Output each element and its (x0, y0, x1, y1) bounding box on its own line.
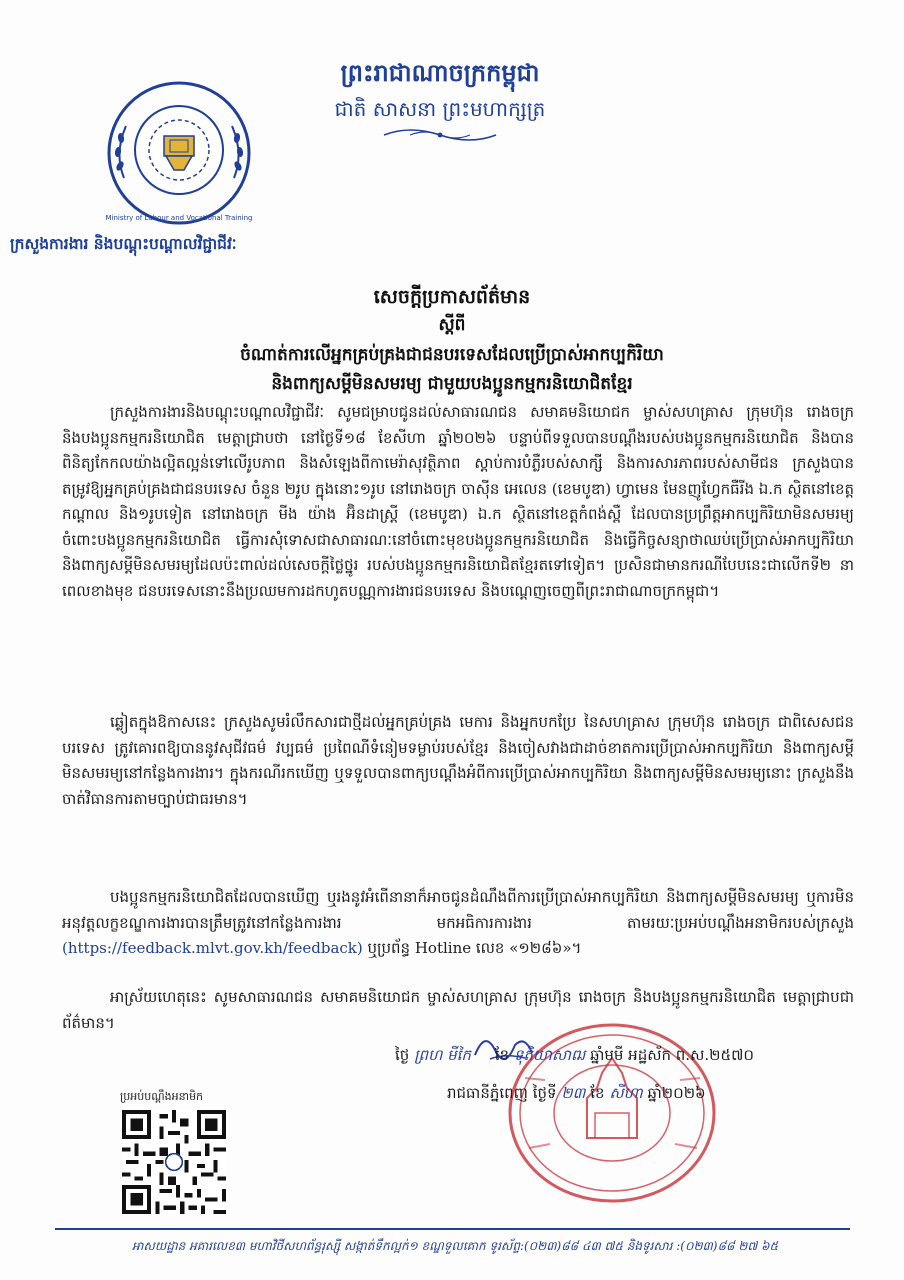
logo-caption: Ministry of Labour and Vocational Training (105, 214, 253, 222)
title-subject-line-1: ចំណាត់ការលើអ្នកគ្រប់គ្រងជាជនបរទេសដែលប្រើប្រាស់អាកប្បកិរិយា (240, 345, 664, 365)
ministry-name: ក្រសួងការងារ និងបណ្តុះបណ្តាលវិជ្ជាជីវៈ (10, 234, 237, 253)
announcement-title: សេចក្តីប្រកាសព័ត៌មាន (373, 286, 531, 308)
lunar-weekday-value: មីកៃ (447, 1046, 471, 1064)
place-date-line (447, 1084, 847, 1106)
kingdom-title: ព្រះរាជាណាចក្រកម្ពុជា (340, 58, 540, 87)
paragraph-4-text: អាស្រ័យហេតុនេះ សូមសាធារណជន សមាគមនិយោជក ម្ចាស់សហគ្រាស ក្រុមហ៊ុន រោងចក្រ និងបងប្អូនកម្មករនិយោជិត មេត្តាជ្រាបជាព័ត៌មាន។ (62, 988, 854, 1032)
title-subject-label: ស្តីពី (438, 315, 466, 335)
body-paragraph-3 (62, 885, 854, 962)
solar-day-value: ២៣ (561, 1084, 586, 1102)
body-paragraph-4 (62, 985, 854, 1036)
ministry-logo-icon (104, 78, 254, 228)
feedback-link[interactable]: (https://feedback.mlvt.gov.kh/feedback) (62, 939, 363, 957)
lunar-month-value: ទុតិយាសាឍ (513, 1046, 586, 1064)
footer-divider (55, 1228, 850, 1230)
qr-code-icon[interactable] (122, 1110, 226, 1214)
paragraph-3-part-b: ឬប្រព័ន្ធ Hotline លេខ «១២៨៦»។ (367, 939, 582, 957)
solar-month-label: ខែ (590, 1084, 605, 1102)
solar-month-value: សីហា (609, 1084, 643, 1102)
lunar-year-text: ឆ្នាំមមី អដ្ឋស័ក ព.ស.២៥៧០ (590, 1046, 755, 1064)
paragraph-2-text: ឆ្លៀតក្នុងឱកាសនេះ ក្រសួងសូមរំលឹកសារជាថ្មីដល់អ្នកគ្រប់គ្រង មេការ និងអ្នកបកប្រែ នៃសហគ្រាស ក្រុមហ៊ុន រោងចក្រ ជាពិសេសជនបរទេស ត្រូវគោរពឱ្យបាននូវសុជីវធម៌ វប្បធម៌ ប្រពៃណីទំនៀមទម្លាប់របស់ខ្មែរ និងចៀសវាងជាដាច់ខាតការប្រើប្រាស់អាកប្បកិរិយា និងពាក្យសម្តីមិនសមរម្យនៅកន្លែងការងារ។ ក្នុងករណីរកឃើញ ឬទទួលបានពាក្យបណ្តឹងអំពីការប្រើប្រាស់អាកប្បកិរិយា និងពាក្យសម្តីមិនសមរម្យនោះ ក្រសួងនឹងចាត់វិធានការតាមច្បាប់ជាធរមាន។ (62, 713, 854, 808)
title-subject-line-2: និងពាក្យសម្តីមិនសមរម្យ ជាមួយបងប្អូនកម្មករនិយោជិតខ្មែរ (271, 374, 633, 394)
paragraph-3-text (62, 885, 854, 962)
lunar-month-label: ខែ (494, 1046, 510, 1064)
qr-label: ប្រអប់បណ្តឹងអនាមិក (120, 1090, 204, 1103)
paragraph-3-part-a: បងប្អូនកម្មករនិយោជិតដែលបានឃើញ ឬរងនូវអំពើនានាក៏អាចជូនដំណឹងពីការប្រើប្រាស់អាកប្បកិរិយា និងពាក្យសម្តីមិនសមរម្យ ឬការមិនអនុវត្តលក្ខខណ្ឌការងារបានត្រឹមត្រូវនៅកន្លែងការងារ មកអធិការការងារ តាមរយៈប្រអប់បណ្តឹងអនាមិករបស់ក្រសួង (62, 888, 854, 932)
lunar-day-label: ថ្ងៃ (395, 1046, 410, 1064)
footer-address: អាសយដ្ឋាន អគារលេខ៣ មហាវិថីសហព័ន្ធរុស្ស៊ី សង្កាត់ទឹកល្អក់១ ខណ្ឌទួលគោក ទូរស័ព្ទ:(០២៣)៨៨ ៤៣ ៧៥ និងទូរសារ :(០២៣)៨៨ ២៧ ៦៥ (131, 1239, 779, 1253)
paragraph-1-text: ក្រសួងការងារនិងបណ្តុះបណ្តាលវិជ្ជាជីវៈ សូមជម្រាបជូនដល់សាធារណជន សមាគមនិយោជក ម្ចាស់សហគ្រាស ក្រុមហ៊ុន រោងចក្រ និងបងប្អូនកម្មករនិយោជិត មេត្តាជ្រាបថា នៅថ្ងៃទី១៨ ខែសីហា ឆ្នាំ២០២៦ បន្ទាប់ពីទទួលបានបណ្តឹងរបស់បងប្អូនកម្មករនិយោជិត និងបានពិនិត្យកែកលយ៉ាងល្អិតល្អន់ទៅលើរូបភាព និងសំឡេងពីកាមេរ៉ាសុវត្ថិភាព ស្តាប់ការបំភ្លឺរបស់សាក្សី និងការសារភាពរបស់សាមីជន ក្រសួងបានតម្រូវឱ្យអ្នកគ្រប់គ្រងជាជនបរទេស ចំនួន ២រូប ក្នុងនោះ១រូប នៅរោងចក្រ ចាស៊ីន អេលេន (ខេមបូឌា) ហ្វាមេន មែនញូហ្វែកធឺរីង ឯ.ក ស្ថិតនៅខេត្តកណ្តាល និង១រូបទៀត នៅរោងចក្រ មីង យ៉ាង អ៊ិនដាស្ត្រី (ខេមបូឌា) ឯ.ក ស្ថិតនៅខេត្តកំពង់ស្ពឺ ដែលបានប្រព្រឹត្តអាកប្បកិរិយាមិនសមរម្យចំពោះបងប្អូនកម្មករនិយោជិត ធ្វើការសុំទោសជាសាធារណៈនៅចំពោះមុខបងប្អូនកម្មករនិយោជិត និងធ្វើកិច្ចសន្យាថាឈប់ប្រើប្រាស់អាកប្បកិរិយា និងពាក្យសម្តីមិនសមរម្យដែលប៉ះពាល់ដល់សេចក្តីថ្លៃថ្នូរ របស់បងប្អូនកម្មករនិយោជិតខ្មែរតទៅទៀត។ ប្រសិនជាមានករណីបែបនេះជាលើកទី២ នាពេលខាងមុខ ជនបរទេសនោះនឹងប្រឈមការដកហូតបណ្ណការងារជនបរទេស និងបណ្តេញចេញពីព្រះរាជាណាចក្រកម្ពុជា។ (62, 403, 854, 600)
place-date-prefix: រាជធានីភ្នំពេញ ថ្ងៃទី (447, 1084, 557, 1102)
lunar-day-value: ព្រហ (414, 1046, 443, 1064)
ornament-divider-icon (380, 127, 500, 143)
lunar-date-line (395, 1046, 835, 1068)
body-paragraph-1 (62, 400, 854, 604)
body-paragraph-2 (62, 710, 854, 812)
solar-year-text: ឆ្នាំ២០២៦ (647, 1084, 706, 1102)
national-motto: ជាតិ សាសនា ព្រះមហាក្សត្រ (334, 97, 546, 121)
